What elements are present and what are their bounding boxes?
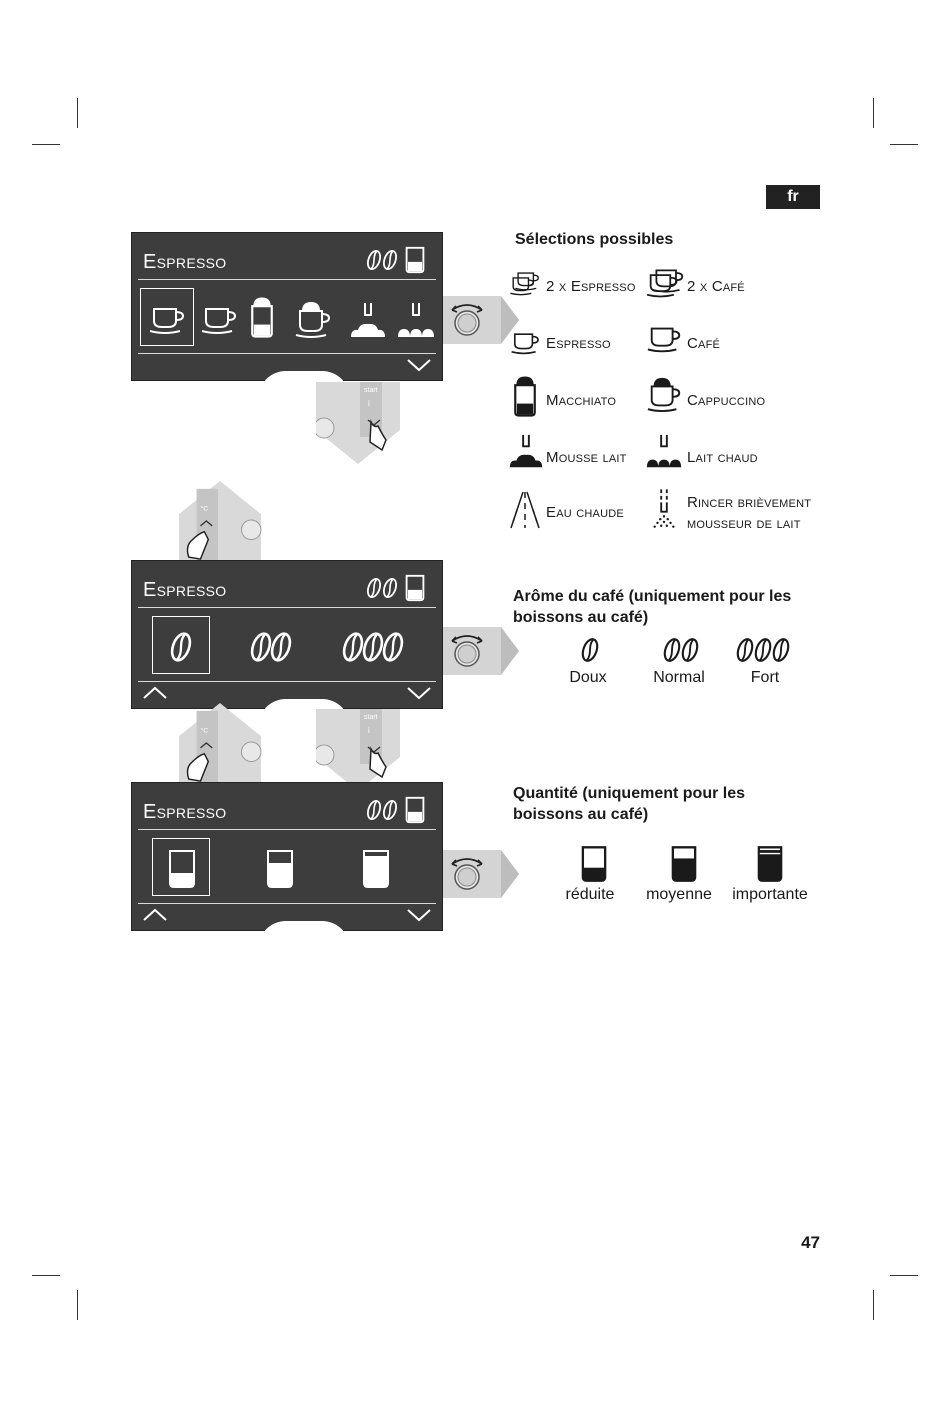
selection-label-line2: mousseur de lait: [687, 515, 801, 532]
aroma-heading-line2: boissons au café): [513, 609, 649, 626]
selection-label: Espresso: [546, 335, 611, 352]
milk-foam-icon: [507, 432, 545, 472]
panel-title: Espresso: [143, 251, 227, 273]
panel-title: Espresso: [143, 801, 227, 823]
aroma-heading: [513, 586, 791, 628]
quantity-option-label: moyenne: [646, 886, 712, 903]
display-panel-quantity: [131, 782, 443, 931]
page-number: 47: [801, 1233, 820, 1252]
quantity-heading-line2: boissons au café): [513, 806, 649, 823]
selection-label: Lait chaud: [687, 449, 758, 466]
quantity-large-icon: [757, 845, 783, 883]
quantity-option-label: réduite: [565, 886, 615, 903]
aroma-option-label: Fort: [750, 669, 780, 686]
quantity-heading: [513, 783, 745, 825]
selection-label: Eau chaude: [546, 504, 624, 521]
aroma-strong-option-icon[interactable]: [342, 631, 406, 663]
espresso-cup-icon: [510, 330, 542, 356]
finger-press-down-icon: [316, 709, 400, 791]
quantity-option-label: importante: [732, 886, 808, 903]
display-panel-beverage: [131, 232, 443, 381]
chevron-down-icon[interactable]: [406, 907, 432, 923]
hot-water-icon: [507, 490, 543, 530]
coffee-option-icon[interactable]: [200, 305, 240, 335]
selection-label: Macchiato: [546, 392, 617, 409]
rotary-knob-icon[interactable]: [443, 623, 523, 679]
milk-foam-option-icon[interactable]: [348, 299, 388, 343]
aroma-mild-option-icon[interactable]: [170, 631, 192, 663]
cappuccino-cup-icon: [646, 374, 684, 414]
double-espresso-cup-icon: [509, 268, 545, 300]
language-tab: fr: [766, 185, 820, 209]
status-aroma-quantity-icon: [364, 573, 428, 603]
aroma-heading-line1: Arôme du café (uniquement pour les: [513, 588, 792, 605]
selection-label-line1: Rincer brièvement: [687, 494, 812, 511]
selection-label: Mousse lait: [546, 449, 627, 466]
quantity-small-option-icon[interactable]: [168, 849, 196, 889]
hot-milk-icon: [645, 432, 683, 472]
aroma-option-label: Normal: [653, 669, 705, 686]
rotary-knob-icon[interactable]: [443, 846, 523, 902]
finger-press-up-icon: [178, 481, 262, 561]
chevron-down-icon[interactable]: [406, 685, 432, 701]
selection-label: Cappuccino: [687, 392, 766, 409]
selection-label: 2 x Espresso: [546, 278, 636, 295]
aroma-strong-icon: [735, 637, 793, 663]
aroma-option-label: Doux: [569, 669, 607, 686]
display-panel-aroma: [131, 560, 443, 709]
selection-label: 2 x Café: [687, 278, 745, 295]
chevron-down-icon[interactable]: [406, 357, 432, 373]
status-aroma-quantity-icon: [364, 245, 428, 275]
finger-press-down-icon: [316, 382, 400, 464]
finger-press-up-icon: [178, 703, 262, 783]
quantity-small-icon: [581, 845, 607, 883]
cappuccino-option-icon[interactable]: [294, 299, 334, 339]
coffee-cup-icon: [646, 324, 684, 354]
hot-milk-option-icon[interactable]: [396, 299, 436, 343]
selection-label: Café: [687, 335, 721, 352]
panel-title: Espresso: [143, 579, 227, 601]
chevron-up-icon[interactable]: [142, 685, 168, 701]
status-aroma-quantity-icon: [364, 795, 428, 825]
quantity-heading-line1: Quantité (uniquement pour les: [513, 785, 746, 802]
rinse-frother-icon: [650, 486, 678, 530]
aroma-normal-icon: [662, 637, 702, 663]
macchiato-option-icon[interactable]: [249, 295, 275, 339]
quantity-medium-icon: [671, 845, 697, 883]
aroma-normal-option-icon[interactable]: [250, 631, 294, 663]
quantity-medium-option-icon[interactable]: [266, 849, 294, 889]
aroma-mild-icon: [580, 637, 600, 663]
quantity-large-option-icon[interactable]: [362, 849, 390, 889]
selections-heading: Sélections possibles: [515, 231, 674, 248]
double-coffee-cup-icon: [645, 266, 687, 300]
macchiato-glass-icon: [512, 374, 538, 418]
espresso-option-icon[interactable]: [148, 305, 188, 335]
chevron-up-icon[interactable]: [142, 907, 168, 923]
